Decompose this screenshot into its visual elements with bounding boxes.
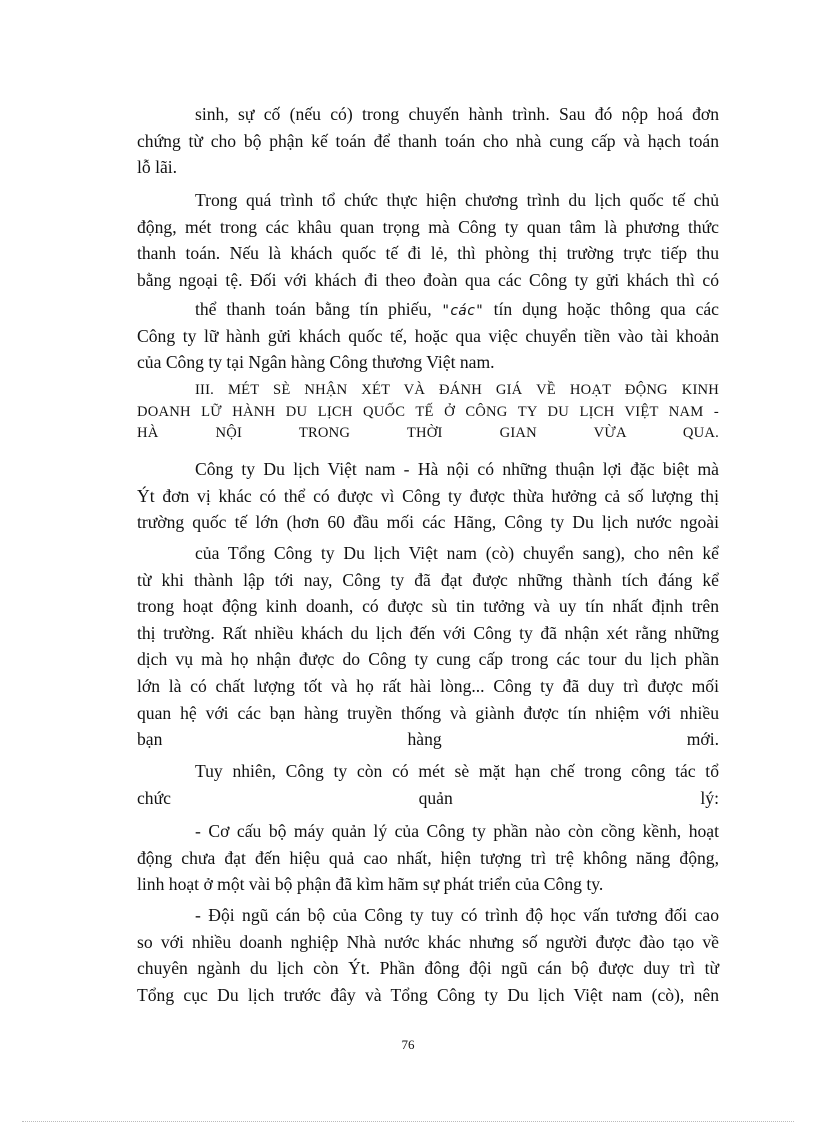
text-line: Ýt đơn vị khác có thể có được vì Công ty được thừa hưởng cả số lượng thị: [137, 485, 719, 506]
text-line: linh hoạt ở một vài bộ phận đã kìm hãm sự phát triển của Công ty.: [137, 874, 604, 895]
paragraph-payment-methods: [137, 296, 719, 376]
paragraph-continued: [137, 101, 719, 181]
heading-line: III. MÉT SÈ NHẬN XÉT VÀ ĐÁNH GIÁ VỀ HOẠT ĐỘNG KINH: [195, 382, 719, 398]
page-bottom-divider: [22, 1121, 794, 1122]
text-line: dịch vụ mà họ nhận được do Công ty cung cấp trong các tour du lịch phần: [137, 649, 719, 670]
paragraph-payment: [137, 187, 719, 293]
text-line: Tổng cục Du lịch trước đây và Tổng Công ty Du lịch Việt nam (cò), nên: [137, 984, 719, 1005]
text-line: chứng từ cho bộ phận kế toán để thanh toán cho nhà cung cấp và hạch toán: [137, 130, 719, 151]
text-line: trường quốc tế lớn (hơn 60 đầu mối các Hãng, Công ty Du lịch nước ngoài: [137, 512, 719, 533]
text-line: thanh toán. Nếu là khách quốc tế đi lẻ, thì phòng thị trường trực tiếp thu: [137, 243, 719, 264]
text-line: Trong quá trình tổ chức thực hiện chương trình du lịch quốc tế chủ: [195, 190, 719, 210]
heading-line: HÀ NỘI TRONG THỜI GIAN VỪA QUA.: [137, 425, 719, 442]
quoted-word: "các": [441, 303, 484, 319]
section-heading: [137, 380, 719, 445]
page-number: 76: [401, 1037, 415, 1052]
text-line: so với nhiều doanh nghiệp Nhà nước khác nhưng số người được đào tạo về: [137, 931, 719, 952]
text-line: - Đội ngũ cán bộ của Công ty tuy có trình độ học vấn tương đối cao: [195, 905, 719, 925]
paragraph-structure: [137, 818, 719, 898]
text-line: lớn là có chất lượng tốt và họ rất hài lòng... Công ty đã duy trì được mối: [137, 675, 719, 696]
text-line: của Công ty tại Ngân hàng Công thương Việt nam.: [137, 352, 495, 373]
text-segment: thể thanh toán bằng tín phiếu,: [195, 299, 442, 319]
text-line: thị trường. Rất nhiều khách du lịch đến với Công ty đã nhận xét rằng những: [137, 622, 719, 643]
paragraph-limitations: [137, 758, 719, 811]
paragraph-staff: [137, 902, 719, 1008]
text-line: - Cơ cấu bộ máy quản lý của Công ty phần nào còn cồng kềnh, hoạt: [195, 821, 719, 841]
text-line: lỗ lãi.: [137, 157, 178, 178]
text-line: chuyên ngành du lịch còn Ýt. Phần đông đội ngũ cán bộ được duy trì từ: [137, 958, 719, 979]
text-line: Công ty Du lịch Việt nam - Hà nội có những thuận lợi đặc biệt mà: [195, 459, 719, 479]
text-line: động chưa đạt đến hiệu quả cao nhất, hiện tượng trì trệ không năng động,: [137, 847, 719, 868]
text-line: Công ty lữ hành gửi khách quốc tế, hoặc qua việc chuyển tiền vào tài khoản: [137, 325, 719, 346]
text-line: bằng ngoại tệ. Đối với khách đi theo đoàn qua các Công ty gửi khách thì có: [137, 269, 719, 290]
text-line: từ khi thành lập tới nay, Công ty đã đạt được những thành tích đáng kể: [137, 569, 719, 590]
text-segment: tín dụng hoặc thông qua các: [493, 299, 719, 319]
text-line: chức quản lý:: [137, 787, 719, 808]
text-line: trong hoạt động kinh doanh, có được sù tin tưởng và uy tín nhất định trên: [137, 596, 719, 617]
text-line: của Tổng Công ty Du lịch Việt nam (cò) chuyển sang), cho nên kể: [195, 543, 719, 563]
text-line: sinh, sự cố (nếu có) trong chuyến hành trình. Sau đó nộp hoá đơn: [195, 104, 719, 124]
paragraph-achievements: [137, 540, 719, 753]
paragraph-advantages: [137, 456, 719, 536]
text-line-with-quote: [137, 296, 719, 323]
heading-line: DOANH LỮ HÀNH DU LỊCH QUỐC TẾ Ở CÔNG TY DU LỊCH VIỆT NAM -: [137, 403, 719, 420]
text-line: quan hệ với các bạn hàng truyền thống và giành được tín nhiệm với nhiều: [137, 702, 719, 723]
text-line: Tuy nhiên, Công ty còn có mét sè mặt hạn chế trong công tác tổ: [195, 761, 719, 781]
text-line: động, mét trong các khâu quan trọng mà Công ty quan tâm là phương thức: [137, 216, 719, 237]
text-line: bạn hàng mới.: [137, 729, 719, 750]
